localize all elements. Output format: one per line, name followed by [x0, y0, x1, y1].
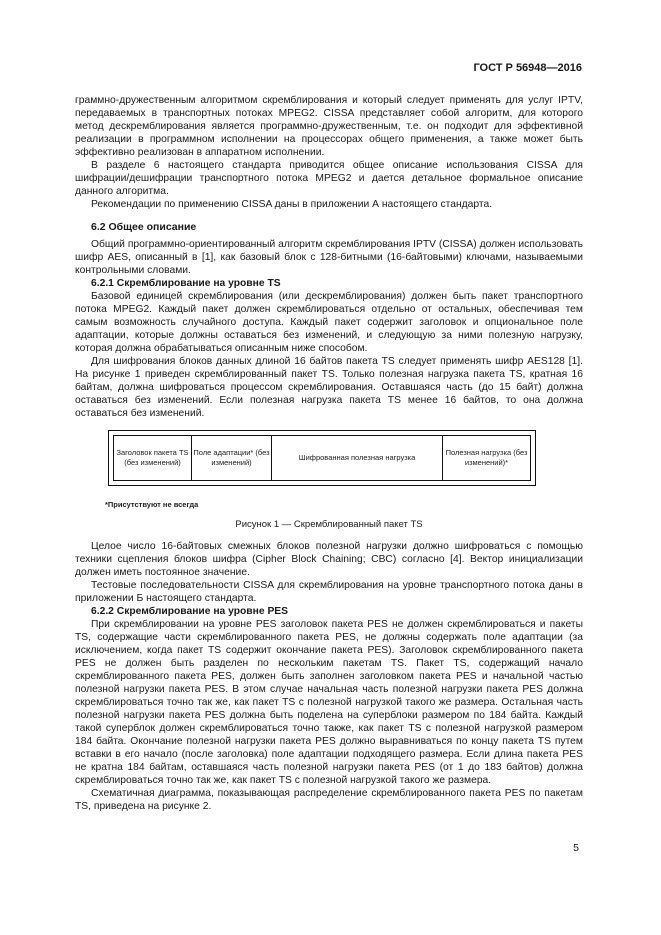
- paragraph: Для шифрования блоков данных длиной 16 байтов пакета TS следует применять шифр AES128 [1]. На рисунке 1 приведен скремблированный пакет TS. Только полезная нагрузка пакета TS, кратная 16 байтам, должна шифроваться процессом скремблирования. Оставшаяся часть (до 15 байт) должна оставаться без изменений. Если полезная нагрузка пакета TS менее 16 байтов, то она должна оставаться без изменений.: [75, 356, 583, 419]
- paragraph: граммно-дружественным алгоритмом скремблирования и который следует применять для услуг IPTV, передаваемых в транспортных потоках MPEG2. CISSA представляет собой алгоритм, для которого метод дескремблирования является программно-дружественным, т.е. он подходит для эффективной реализации в программном исполнении на процессорах общего применения, а также может быть эффективно реализован в аппаратном исполнении.: [75, 95, 583, 158]
- ts-header-cell: Заголовок пакета TS (без изменений): [113, 435, 192, 481]
- adaptation-field-cell: Поле адаптации* (без изменений): [192, 435, 272, 481]
- ts-packet-diagram: [108, 430, 536, 486]
- page-number: 5: [573, 842, 579, 854]
- figure-footnote: *Присутствуют не всегда: [105, 500, 199, 509]
- paragraph: В разделе 6 настоящего стандарта приводится общее описание использования CISSA для шифрации/дешифрации транспортного потока MPEG2 и дается детальное формальное описание данного алгоритма.: [75, 160, 583, 197]
- paragraph: Целое число 16-байтовых смежных блоков полезной нагрузки должно шифроваться с помощью техники сцепления блоков шифра (Cipher Block Chaining; CBC) согласно [4]. Вектор инициализации должен иметь постоянное значение.: [75, 541, 583, 578]
- paragraph: Схематичная диаграмма, показывающая распределение скремблированного пакета PES по пакетам TS, приведена на рисунке 2.: [75, 788, 583, 812]
- section-heading-6-2-1: 6.2.1 Скремблирование на уровне TS: [91, 278, 281, 289]
- paragraph: При скремблировании на уровне PES заголовок пакета PES не должен скремблироваться и пакеты TS, содержащие части скремблированного пакета PES, не должны содержать поле адаптации (за исключением, когда пакет TS содержит окончание пакета PES). Заголовок скремблированного пакета PES не должен быть разделен по нескольким пакетам TS. Пакет TS, содержащий начало скремблированного пакета PES, должен быть заполнен заголовком пакета PES и начальной частью полезной нагрузки пакета PES. В этом случае начальная часть полезной нагрузки пакета PES должна скремблироваться точно так же, как пакет TS с полезной нагрузкой такого же размера. Остальная часть полезной нагрузки пакета PES должна быть поделена на суперблоки размером по 184 байта. Каждый такой суперблок должен скремблироваться точно также, как пакет TS с полезной нагрузкой размером 184 байта. Окончание полезной нагрузки пакета PES должно выравниваться по концу пакета TS путем вставки в его начало (после заголовка) поле адаптации подходящего размера. Если длина пакета PES не кратна 184 байтам, оставшаяся часть полезной нагрузки пакета PES (от 1 до 183 байтов) должна скремблироваться точно так же, как пакет TS с полезной нагрузкой такого же размера.: [75, 619, 583, 786]
- paragraph: Базовой единицей скремблирования (или дескремблирования) должен быть пакет транспортного потока MPEG2. Каждый пакет должен скремблироваться отдельно от остальных, обеспечивая тем самым возможность случайного доступа. Каждый пакет содержит заголовок и опциональное поле адаптации, которые должны оставаться без изменений, и следующую за ними полезную нагрузку, которая должна обрабатываться описанным ниже способом.: [75, 291, 583, 354]
- paragraph: Тестовые последовательности CISSA для скремблирования на уровне транспортного потока даны в приложении Б настоящего стандарта.: [75, 580, 583, 604]
- section-heading-6-2: 6.2 Общее описание: [91, 221, 197, 233]
- body-text: [75, 94, 583, 813]
- paragraph: Общий программно-ориентированный алгоритм скремблирования IPTV (CISSA) должен использовать шифр AES, описанный в [1], как базовый блок с 128-битными (16-байтовыми) ключами, называемыми контрольными словами.: [75, 239, 583, 276]
- clear-payload-cell: Полезная нагрузка (без изменений)*: [443, 435, 531, 481]
- section-heading-6-2-2: 6.2.2 Скремблирование на уровне PES: [91, 606, 289, 617]
- encrypted-payload-cell: Шифрованная полезная нагрузка: [272, 435, 443, 481]
- figure-1: [75, 430, 583, 540]
- paragraph: Рекомендации по применению CISSA даны в приложении А настоящего стандарта.: [91, 199, 493, 210]
- document-id-header: ГОСТ Р 56948—2016: [473, 62, 582, 74]
- figure-caption: Рисунок 1 — Скремблированный пакет TS: [235, 519, 423, 530]
